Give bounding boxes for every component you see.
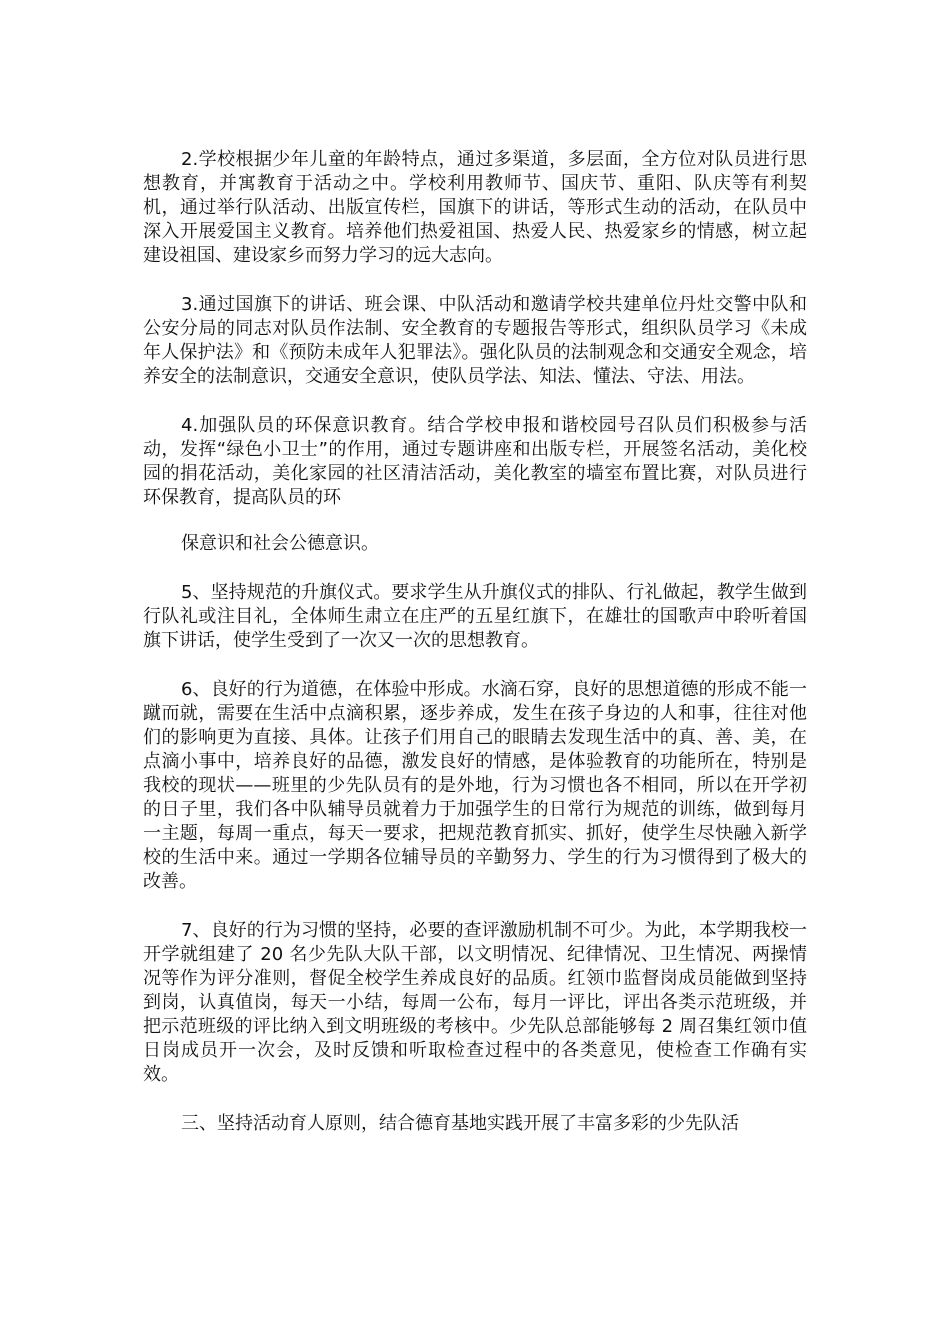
- document-body: [143, 148, 807, 1161]
- paragraph-5-flag-ceremony: 5、坚持规范的升旗仪式。要求学生从升旗仪式的排队、行礼做起，教学生做到行队礼或注目礼，全体师生肃立在庄严的五星红旗下，在雄壮的国歌声中聆听着国旗下讲话，使学生受到了一次又一次的思想教育。: [143, 582, 807, 651]
- paragraph-7-behavior-habits: 7、良好的行为习惯的坚持，必要的查评激励机制不可少。为此，本学期我校一开学就组建了 20 名少先队大队干部，以文明情况、纪律情况、卫生情况、两操情况等作为评分准则，督促全校学生养成良好的品质。红领巾监督岗成员能做到坚持到岗，认真值岗，每天一小结，每周一公布，每月一评比，评出各类示范班级，并把示范班级的评比纳入到文明班级的考核中。少先队总部能够每 2 周召集红领巾值日岗成员开一次会，及时反馈和听取检查过程中的各类意见，使检查工作确有实效。: [143, 920, 807, 1085]
- paragraph-3-legal-safety-education: 3.通过国旗下的讲话、班会课、中队活动和邀请学校共建单位丹灶交警中队和公安分局的同志对队员作法制、安全教育的专题报告等形式，组织队员学习《未成年人保护法》和《预防未成年人犯罪法》。强化队员的法制观念和交通安全观念，培养安全的法制意识，交通安全意识，使队员学法、知法、懂法、守法、用法。: [143, 294, 807, 387]
- paragraph-6-behavior-morality: 6、良好的行为道德，在体验中形成。水滴石穿，良好的思想道德的形成不能一蹴而就，需要在生活中点滴积累，逐步养成，发生在孩子身边的人和事，往往对他们的影响更为直接、具体。让孩子们用自己的眼睛去发现生活中的真、善、美，在点滴小事中，培养良好的品德，激发良好的情感，是体验教育的功能所在，特别是我校的现状——班里的少先队员有的是外地，行为习惯也各不相同，所以在开学初的日子里，我们各中队辅导员就着力于加强学生的日常行为规范的训练，做到每月一主题，每周一重点，每天一要求，把规范教育抓实、抓好，使学生尽快融入新学校的生活中来。通过一学期各位辅导员的辛勤努力、学生的行为习惯得到了极大的改善。: [143, 679, 807, 892]
- section-3-heading-paragraph: 三、坚持活动育人原则，结合德育基地实践开展了丰富多彩的少先队活: [181, 1113, 739, 1134]
- paragraph-4-environmental-education: 4.加强队员的环保意识教育。结合学校申报和谐校园号召队员们积极参与活动，发挥“绿色小卫士”的作用，通过专题讲座和出版专栏，开展签名活动，美化校园的捐花活动，美化家园的社区清洁活动，美化教室的墙室布置比赛，对队员进行环保教育，提高队员的环: [143, 415, 807, 508]
- paragraph-4-continuation: 保意识和社会公德意识。: [181, 533, 379, 554]
- paragraph-2-patriotic-education: 2.学校根据少年儿童的年龄特点，通过多渠道，多层面，全方位对队员进行思想教育，并寓教育于活动之中。学校利用教师节、国庆节、重阳、队庆等有利契机，通过举行队活动、出版宣传栏，国旗下的讲话，等形式生动的活动，在队员中深入开展爱国主义教育。培养他们热爱祖国、热爱人民、热爱家乡的情感，树立起建设祖国、建设家乡而努力学习的远大志向。: [143, 149, 807, 266]
